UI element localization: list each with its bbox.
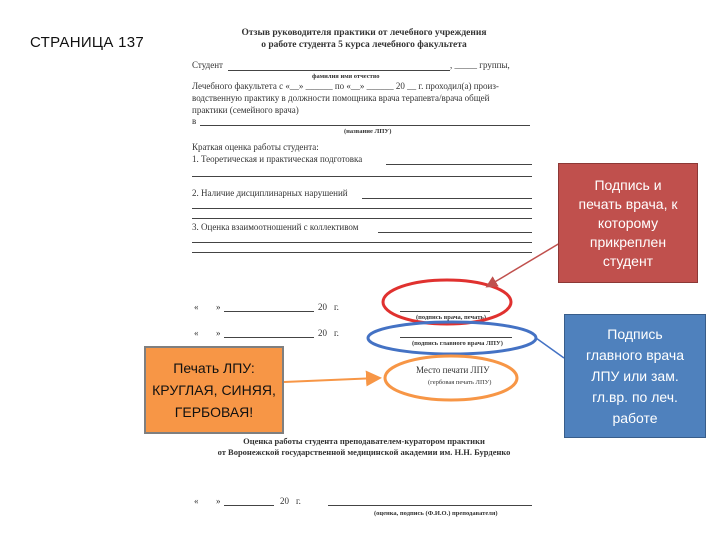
callout-text: Подпись и [594, 176, 662, 193]
assessment-item-2: 2. Наличие дисциплинарных нарушений [192, 188, 348, 198]
item-1-line [386, 164, 532, 165]
date-quote-open-3: « [194, 496, 199, 506]
callout-text: прикреплен [589, 233, 667, 250]
item-1-line-2 [192, 176, 532, 177]
date-quote-close-1: » [216, 302, 221, 312]
date-line-1 [224, 311, 314, 312]
year-suffix-1: г. [334, 302, 339, 312]
date-line-3 [224, 505, 274, 506]
year-label-2: 20 [318, 328, 327, 338]
callout-text: которому [597, 214, 659, 231]
doctor-signature-callout [558, 163, 698, 283]
date-quote-open-1: « [194, 302, 199, 312]
lpu-caption: (название ЛПУ) [344, 128, 392, 135]
date-quote-close-2: » [216, 328, 221, 338]
period-line: Лечебного факультета с «__» ______ по «__» ______ 20 __ г. проходил(а) произ- [192, 81, 499, 91]
item-2-line-2 [192, 208, 532, 209]
date-quote-open-2: « [194, 328, 199, 338]
year-label-1: 20 [318, 302, 327, 312]
item-3-line-2 [192, 242, 532, 243]
callout-text: главного врача [586, 346, 684, 363]
in-label: в [192, 116, 197, 126]
callout-text: студент [602, 252, 654, 269]
item-2-line-3 [192, 218, 532, 219]
callout-text: Печать ЛПУ: [173, 360, 255, 376]
item-2-line [362, 198, 532, 199]
callout-text: работе [612, 409, 658, 426]
practice-review-form [188, 22, 540, 532]
fio-caption: фамилия имя отчество [312, 73, 380, 80]
page-label: СТРАНИЦА 137 [30, 34, 145, 51]
assessment-item-3: 3. Оценка взаимоотношений с коллективом [192, 222, 359, 232]
date-line-2 [224, 337, 314, 338]
callout-text: КРУГЛАЯ, СИНЯЯ, [152, 382, 276, 398]
doctor-signature-caption: (подпись врача, печать) [416, 314, 486, 321]
date-quote-close-3: » [216, 496, 221, 506]
callout-text: ЛПУ или зам. [591, 367, 679, 384]
item-3-line-3 [192, 252, 532, 253]
teacher-heading-line-2: от Воронежской государственной медицинской академии им. Н.Н. Бурденко [217, 447, 511, 457]
assessment-heading: Краткая оценка работы студента: [192, 142, 319, 152]
practice-line-2: водственную практику в должности помощника врача терапевта/врача общей [192, 93, 490, 103]
stamp-place-label: Место печати ЛПУ [416, 365, 490, 375]
callout-text: Подпись [607, 325, 663, 342]
practice-line-3: практики (семейного врача) [192, 105, 299, 115]
chief-signature-callout [564, 314, 706, 438]
teacher-signature-line [328, 505, 532, 506]
stamp-callout [144, 346, 284, 434]
student-label: Студент [192, 60, 223, 70]
assessment-item-1: 1. Теоретическая и практическая подготовка [192, 154, 363, 164]
callout-text: печать врача, к [578, 195, 678, 212]
teacher-signature-caption: (оценка, подпись (Ф.И.О.) преподавателя) [374, 510, 498, 517]
group-suffix: , _____ группы, [450, 60, 510, 70]
callout-text: гл.вр. по леч. [592, 388, 678, 405]
item-3-line [378, 232, 532, 233]
year-label-3: 20 [280, 496, 289, 506]
teacher-heading-line-1: Оценка работы студента преподавателем-куратором практики [243, 436, 485, 446]
stamp-caption: (гербовая печать ЛПУ) [428, 379, 492, 386]
callout-text: ГЕРБОВАЯ! [174, 404, 254, 420]
year-suffix-3: г. [296, 496, 301, 506]
form-title-line-1: Отзыв руководителя практики от лечебного учреждения [241, 28, 487, 38]
form-title-line-2: о работе студента 5 курса лечебного факультета [261, 40, 467, 50]
chief-signature-caption: (подпись главного врача ЛПУ) [412, 340, 503, 347]
blue-callout-connector [536, 338, 564, 358]
year-suffix-2: г. [334, 328, 339, 338]
